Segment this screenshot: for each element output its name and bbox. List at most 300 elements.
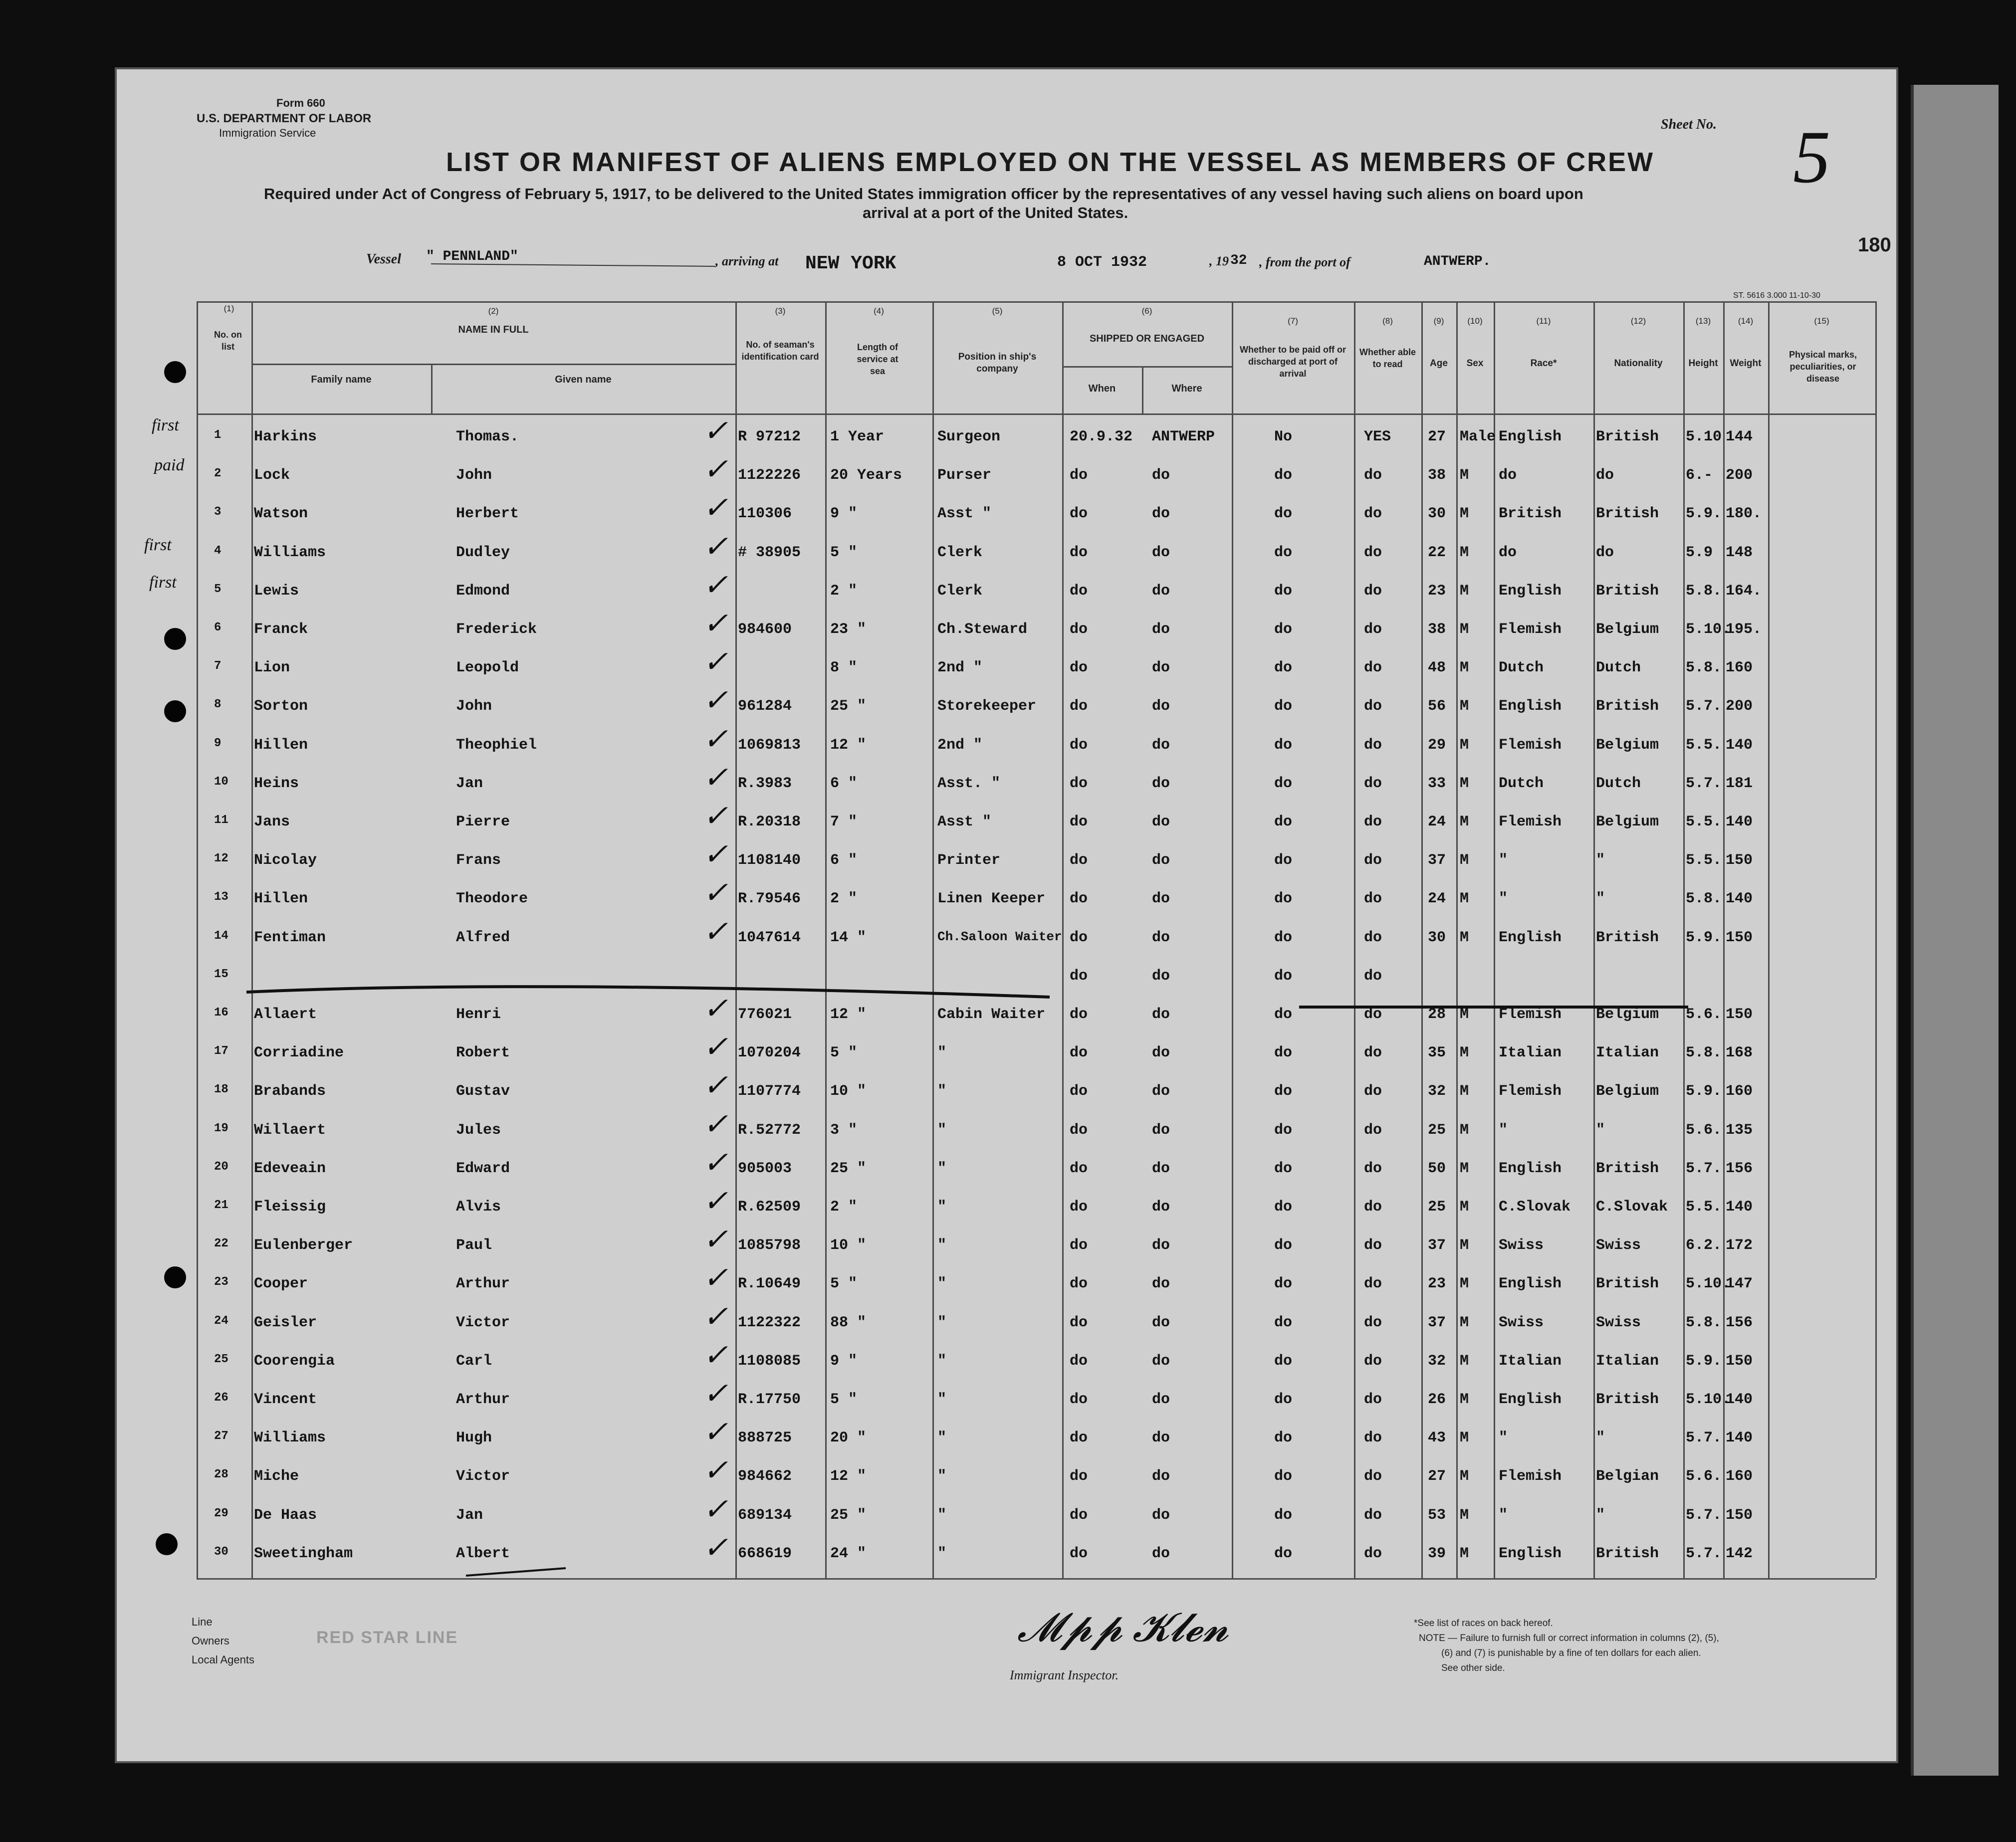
nationality-cell: C.Slovak xyxy=(1596,1199,1668,1216)
nationality-cell: British xyxy=(1596,582,1659,600)
height-cell: 5.7. xyxy=(1686,1506,1722,1524)
nationality-cell: Swiss xyxy=(1596,1314,1641,1331)
given-name-cell: Alvis xyxy=(456,1199,501,1216)
service-length-cell: 14 " xyxy=(830,929,867,946)
age-cell: 22 xyxy=(1428,544,1446,561)
height-cell: 5.6. xyxy=(1686,1468,1722,1485)
underlying-sheet xyxy=(1911,85,1999,1776)
service-length-cell: 10 " xyxy=(830,1237,867,1254)
sex-cell: M xyxy=(1460,467,1469,484)
shipped-when-cell: do xyxy=(1070,890,1088,908)
weight-cell: 135 xyxy=(1726,1121,1753,1139)
age-cell: 25 xyxy=(1428,1121,1446,1139)
ship-position-cell: Purser xyxy=(937,467,992,484)
nationality-cell: British xyxy=(1596,1545,1659,1562)
ship-position-cell: " xyxy=(937,1506,947,1524)
race-cell: Swiss xyxy=(1499,1314,1544,1331)
card-number-cell: 1108140 xyxy=(738,852,801,869)
sex-cell: M xyxy=(1460,1121,1469,1139)
service-length-cell: 5 " xyxy=(830,1044,858,1062)
age-cell: 32 xyxy=(1428,1083,1446,1100)
nationality-cell: " xyxy=(1596,1506,1605,1524)
given-name-cell: Gustav xyxy=(456,1083,510,1100)
check-mark-icon: ✓ xyxy=(703,1454,728,1487)
row-number-cell: 23 xyxy=(214,1275,228,1289)
shipped-when-cell: do xyxy=(1070,929,1088,946)
able-to-read-cell: do xyxy=(1364,929,1382,946)
sex-cell: Male xyxy=(1460,428,1496,445)
check-mark-icon: ✓ xyxy=(703,800,728,832)
nationality-cell: Belgium xyxy=(1596,736,1659,754)
weight-cell: 156 xyxy=(1726,1314,1753,1331)
row-number-cell: 20 xyxy=(214,1160,228,1174)
paid-off-cell: do xyxy=(1274,1199,1293,1216)
able-to-read-cell: do xyxy=(1364,890,1382,908)
service-length-cell: 6 " xyxy=(830,775,858,792)
service-length-cell: 5 " xyxy=(830,1391,858,1408)
able-to-read-cell: do xyxy=(1364,698,1382,715)
able-to-read-cell: do xyxy=(1364,1121,1382,1139)
race-cell: Italian xyxy=(1499,1044,1562,1062)
family-name-cell: Fleissig xyxy=(254,1199,326,1216)
nationality-cell: do xyxy=(1596,467,1614,484)
shipped-where-cell: do xyxy=(1152,1237,1170,1254)
shipped-where-cell: ANTWERP xyxy=(1152,428,1215,445)
card-number-cell: 689134 xyxy=(738,1506,792,1524)
row-number-cell: 27 xyxy=(214,1430,228,1443)
col-2-header: NAME IN FULL xyxy=(458,324,529,335)
ship-position-cell: Clerk xyxy=(937,582,983,600)
paid-off-cell: do xyxy=(1274,1121,1293,1139)
card-number-cell: R.79546 xyxy=(738,890,801,908)
card-number-cell: R.62509 xyxy=(738,1199,801,1216)
paid-off-cell: do xyxy=(1274,467,1293,484)
check-mark-icon: ✓ xyxy=(703,414,728,447)
card-number-cell: 888725 xyxy=(738,1430,792,1447)
height-cell: 5.8. xyxy=(1686,582,1722,600)
family-name-cell: Geisler xyxy=(254,1314,317,1331)
given-name-cell: Thomas. xyxy=(456,428,519,445)
family-name-cell: Watson xyxy=(254,505,308,523)
check-mark-icon: ✓ xyxy=(703,915,728,948)
age-cell: 53 xyxy=(1428,1506,1446,1524)
ship-position-cell: 2nd " xyxy=(937,736,983,754)
departure-port: ANTWERP. xyxy=(1424,254,1491,269)
row-number-cell: 19 xyxy=(214,1121,228,1135)
col-10-number: (10) xyxy=(1467,316,1483,326)
nationality-cell: Dutch xyxy=(1596,659,1641,677)
ship-position-cell: Clerk xyxy=(937,544,983,561)
row-number-cell: 5 xyxy=(214,582,222,596)
able-to-read-cell: do xyxy=(1364,1083,1382,1100)
paid-off-cell: do xyxy=(1274,544,1293,561)
nationality-cell: " xyxy=(1596,890,1605,908)
line-stamp: RED STAR LINE xyxy=(316,1628,458,1647)
ship-position-cell: Ch.Steward xyxy=(937,621,1028,638)
sex-cell: M xyxy=(1460,544,1469,561)
service-length-cell: 20 " xyxy=(830,1430,867,1447)
height-cell: 5.5. xyxy=(1686,736,1722,754)
family-name-cell: Vincent xyxy=(254,1391,317,1408)
shipped-where-cell: do xyxy=(1152,659,1170,677)
height-cell: 5.8. xyxy=(1686,1044,1722,1062)
service-length-cell: 9 " xyxy=(830,1352,858,1370)
sex-cell: M xyxy=(1460,1430,1469,1447)
given-name-cell: Victor xyxy=(456,1314,510,1331)
sex-cell: M xyxy=(1460,775,1469,792)
sex-cell: M xyxy=(1460,1275,1469,1293)
check-mark-icon: ✓ xyxy=(703,1416,728,1449)
paid-off-cell: do xyxy=(1274,1083,1293,1100)
nationality-cell: Swiss xyxy=(1596,1237,1641,1254)
paid-off-cell: do xyxy=(1274,1314,1293,1331)
age-cell: 26 xyxy=(1428,1391,1446,1408)
age-cell: 43 xyxy=(1428,1430,1446,1447)
weight-cell: 180. xyxy=(1726,505,1762,523)
age-cell: 27 xyxy=(1428,428,1446,445)
row-number-cell: 30 xyxy=(214,1545,228,1559)
given-name-cell: Jules xyxy=(456,1121,501,1139)
family-name-cell: Fentiman xyxy=(254,929,326,946)
shipped-where-cell: do xyxy=(1152,1430,1170,1447)
footer-agents-label: Local Agents xyxy=(192,1653,254,1666)
shipped-where-cell: do xyxy=(1152,1083,1170,1100)
weight-cell: 160 xyxy=(1726,659,1753,677)
race-cell: English xyxy=(1499,1391,1562,1408)
shipped-when-cell: 20.9.32 xyxy=(1070,428,1133,445)
paid-off-cell: do xyxy=(1274,775,1293,792)
card-number-cell: 905003 xyxy=(738,1160,792,1177)
shipped-where-cell: do xyxy=(1152,1044,1170,1062)
age-cell: 37 xyxy=(1428,1237,1446,1254)
ship-position-cell: Storekeeper xyxy=(937,698,1037,715)
race-cell: English xyxy=(1499,428,1562,445)
height-cell: 5.9. xyxy=(1686,1352,1722,1370)
shipped-when-cell: do xyxy=(1070,1391,1088,1408)
given-name-cell: Henri xyxy=(456,1006,501,1023)
col-6-number: (6) xyxy=(1141,306,1152,316)
height-cell: 5.10 xyxy=(1686,428,1722,445)
age-cell: 30 xyxy=(1428,929,1446,946)
ship-position-cell: Printer xyxy=(937,852,1001,869)
shipped-where-cell: do xyxy=(1152,890,1170,908)
nationality-cell: British xyxy=(1596,698,1659,715)
weight-cell: 160 xyxy=(1726,1083,1753,1100)
sheet-label: Sheet No. xyxy=(1661,117,1717,132)
family-name-cell: Corriadine xyxy=(254,1044,344,1062)
check-mark-icon: ✓ xyxy=(703,1492,728,1526)
col-15-header: Physical marks, peculiarities, or disease xyxy=(1789,350,1857,384)
race-cell: " xyxy=(1499,1506,1508,1524)
given-name-cell: Pierre xyxy=(456,814,510,830)
sex-cell: M xyxy=(1460,1391,1469,1408)
col-5-number: (5) xyxy=(992,306,1003,316)
shipped-where-cell: do xyxy=(1152,1352,1170,1370)
given-name-cell: Paul xyxy=(456,1237,492,1254)
ship-position-cell: " xyxy=(937,1314,947,1331)
service-length-cell: 6 " xyxy=(830,852,858,869)
department-label: U.S. DEPARTMENT OF LABOR xyxy=(197,112,372,125)
shipped-where-cell: do xyxy=(1152,775,1170,792)
ship-position-cell: " xyxy=(937,1468,947,1485)
race-cell: " xyxy=(1499,890,1508,908)
card-number-cell: 1107774 xyxy=(738,1083,801,1100)
sex-cell: M xyxy=(1460,1314,1469,1331)
able-to-read-cell: do xyxy=(1364,775,1382,792)
ship-position-cell: Ch.Saloon Waiter xyxy=(937,929,1062,944)
age-cell: 37 xyxy=(1428,852,1446,869)
row-number-cell: 18 xyxy=(214,1083,228,1097)
print-code: ST. 5616 3.000 11-10-30 xyxy=(1733,291,1820,300)
ship-position-cell: Cabin Waiter xyxy=(937,1006,1046,1023)
check-mark-icon: ✓ xyxy=(703,1146,728,1179)
paid-off-cell: do xyxy=(1274,698,1293,715)
shipped-where-cell: do xyxy=(1152,852,1170,869)
family-name-cell: Sorton xyxy=(254,698,308,715)
given-name-cell: Frans xyxy=(456,852,501,869)
note-line-1: NOTE — Failure to furnish full or correct information in columns (2), (5), xyxy=(1419,1633,1719,1643)
race-cell: British xyxy=(1499,505,1562,523)
weight-cell: 195. xyxy=(1726,621,1762,638)
nationality-cell: British xyxy=(1596,929,1659,946)
shipped-where-cell: do xyxy=(1152,1121,1170,1139)
sex-cell: M xyxy=(1460,1083,1469,1100)
able-to-read-cell: do xyxy=(1364,1430,1382,1447)
shipped-where-cell: do xyxy=(1152,467,1170,484)
row-15-strikeout-line xyxy=(246,987,1050,997)
col-6a-header: When xyxy=(1088,383,1116,394)
height-cell: 5.6. xyxy=(1686,1121,1722,1139)
col-15-number: (15) xyxy=(1814,316,1829,326)
given-name-cell: John xyxy=(456,467,492,484)
check-mark-icon: ✓ xyxy=(703,1030,728,1064)
weight-cell: 181 xyxy=(1726,775,1753,792)
check-mark-icon: ✓ xyxy=(703,1223,728,1256)
given-name-cell: Edward xyxy=(456,1160,510,1177)
race-cell: English xyxy=(1499,1545,1562,1562)
paid-off-cell: do xyxy=(1274,1160,1293,1177)
race-cell: Flemish xyxy=(1499,1083,1562,1100)
sex-cell: M xyxy=(1460,814,1469,830)
inspector-signature: 𝓜𝓹𝓹 𝓚𝓵𝓮𝓷 xyxy=(1017,1606,1229,1650)
arrival-date: 8 OCT 1932 xyxy=(1057,254,1147,271)
col-6b-header: Where xyxy=(1171,383,1202,394)
row-number-cell: 14 xyxy=(214,929,228,943)
paid-off-cell: do xyxy=(1274,1391,1293,1408)
family-name-cell: Lock xyxy=(254,467,290,484)
service-label: Immigration Service xyxy=(219,127,316,139)
family-name-cell: Williams xyxy=(254,544,326,561)
race-cell: English xyxy=(1499,698,1562,715)
race-cell: Dutch xyxy=(1499,775,1544,792)
family-name-cell: Edeveain xyxy=(254,1160,326,1177)
service-length-cell: 3 " xyxy=(830,1121,858,1139)
row-number-cell: 26 xyxy=(214,1391,228,1405)
weight-cell: 150 xyxy=(1726,929,1753,946)
height-cell: 5.8. xyxy=(1686,659,1722,677)
nationality-cell: British xyxy=(1596,1160,1659,1177)
able-to-read-cell: do xyxy=(1364,1237,1382,1254)
service-length-cell: 88 " xyxy=(830,1314,867,1331)
height-cell: 5.9. xyxy=(1686,929,1722,946)
shipped-when-cell: do xyxy=(1070,852,1088,869)
weight-cell: 147 xyxy=(1726,1275,1753,1293)
race-cell: Flemish xyxy=(1499,1006,1562,1023)
ship-position-cell: Linen Keeper xyxy=(937,890,1046,908)
col-4-header: Length of service at sea xyxy=(857,342,898,376)
nationality-cell: " xyxy=(1596,1430,1605,1447)
race-cell: Flemish xyxy=(1499,1468,1562,1485)
sex-cell: M xyxy=(1460,1006,1469,1023)
height-cell: 5.7. xyxy=(1686,698,1722,715)
sex-cell: M xyxy=(1460,1545,1469,1562)
shipped-when-cell: do xyxy=(1070,1160,1088,1177)
col-1-header: No. on list xyxy=(214,330,242,352)
service-length-cell: 25 " xyxy=(830,1160,867,1177)
paid-off-cell: do xyxy=(1274,852,1293,869)
sex-cell: M xyxy=(1460,582,1469,600)
row-number-cell: 2 xyxy=(214,467,222,481)
check-mark-icon: ✓ xyxy=(703,1377,728,1410)
race-cell: Dutch xyxy=(1499,659,1544,677)
row-number-cell: 24 xyxy=(214,1314,228,1328)
card-number-cell: 1047614 xyxy=(738,929,801,946)
row-number-cell: 28 xyxy=(214,1468,228,1482)
col-2a-header: Family name xyxy=(311,374,372,385)
shipped-when-cell: do xyxy=(1070,1430,1088,1447)
paid-off-cell: do xyxy=(1274,582,1293,600)
nationality-cell: British xyxy=(1596,428,1659,445)
col-13-number: (13) xyxy=(1695,316,1711,326)
age-cell: 50 xyxy=(1428,1160,1446,1177)
ink-annotations xyxy=(117,69,1900,1765)
race-cell: do xyxy=(1499,467,1517,484)
margin-note: first xyxy=(144,536,172,554)
ship-position-cell: " xyxy=(937,1237,947,1254)
check-mark-icon: ✓ xyxy=(703,568,728,602)
family-name-cell: Cooper xyxy=(254,1275,308,1293)
row-number-cell: 25 xyxy=(214,1352,228,1366)
card-number-cell: 776021 xyxy=(738,1006,792,1023)
inspector-label: Immigrant Inspector. xyxy=(1010,1668,1119,1682)
able-to-read-cell: do xyxy=(1364,1044,1382,1062)
able-to-read-cell: do xyxy=(1364,1352,1382,1370)
age-cell: 25 xyxy=(1428,1199,1446,1216)
age-cell: 24 xyxy=(1428,890,1446,908)
family-name-cell: De Haas xyxy=(254,1506,317,1524)
subtitle-line-1: Required under Act of Congress of February 5, 1917, to be delivered to the United States immigration officer by the representatives of any vessel having such aliens on board upon xyxy=(264,185,1583,203)
card-number-cell: 1122226 xyxy=(738,467,801,484)
given-name-cell: Arthur xyxy=(456,1275,510,1293)
year-label: , 19 xyxy=(1209,254,1229,268)
service-length-cell: 25 " xyxy=(830,698,867,715)
service-length-cell: 24 " xyxy=(830,1545,867,1562)
able-to-read-cell: do xyxy=(1364,1391,1382,1408)
nationality-cell: British xyxy=(1596,1391,1659,1408)
card-number-cell: 961284 xyxy=(738,698,792,715)
shipped-where-cell: do xyxy=(1152,1391,1170,1408)
weight-cell: 200 xyxy=(1726,698,1753,715)
from-port-label: , from the port of xyxy=(1259,255,1350,269)
family-name-cell: Harkins xyxy=(254,428,317,445)
weight-cell: 160 xyxy=(1726,1468,1753,1485)
paid-off-cell: do xyxy=(1274,890,1293,908)
weight-cell: 172 xyxy=(1726,1237,1753,1254)
paid-off-cell: do xyxy=(1274,1468,1293,1485)
age-cell: 29 xyxy=(1428,736,1446,754)
weight-cell: 140 xyxy=(1726,890,1753,908)
weight-cell: 140 xyxy=(1726,1391,1753,1408)
note-line-2: (6) and (7) is punishable by a fine of ten dollars for each alien. xyxy=(1441,1648,1701,1658)
race-cell: Flemish xyxy=(1499,736,1562,754)
race-cell: Flemish xyxy=(1499,621,1562,638)
age-cell: 38 xyxy=(1428,467,1446,484)
able-to-read-cell: do xyxy=(1364,967,1382,985)
race-cell: " xyxy=(1499,1430,1508,1447)
service-length-cell: 2 " xyxy=(830,582,858,600)
shipped-when-cell: do xyxy=(1070,967,1088,985)
height-cell: 5.10. xyxy=(1686,621,1731,638)
col-7-number: (7) xyxy=(1288,316,1298,326)
able-to-read-cell: do xyxy=(1364,1006,1382,1023)
age-cell: 33 xyxy=(1428,775,1446,792)
able-to-read-cell: do xyxy=(1364,1314,1382,1331)
nationality-cell: British xyxy=(1596,1275,1659,1293)
footer-owners-label: Owners xyxy=(192,1635,229,1647)
row-number-cell: 29 xyxy=(214,1506,228,1520)
height-cell: 5.5. xyxy=(1686,814,1722,830)
ship-position-cell: " xyxy=(937,1083,947,1100)
sex-cell: M xyxy=(1460,1352,1469,1370)
col-9-header: Age xyxy=(1430,358,1448,369)
able-to-read-cell: do xyxy=(1364,659,1382,677)
able-to-read-cell: do xyxy=(1364,621,1382,638)
weight-cell: 142 xyxy=(1726,1545,1753,1562)
given-name-cell: Herbert xyxy=(456,505,519,523)
paid-off-cell: do xyxy=(1274,967,1293,985)
margin-note: first xyxy=(152,416,179,434)
sex-cell: M xyxy=(1460,929,1469,946)
row-number-cell: 22 xyxy=(214,1237,228,1251)
weight-cell: 168 xyxy=(1726,1044,1753,1062)
height-cell: 5.9. xyxy=(1686,1083,1722,1100)
row-number-cell: 13 xyxy=(214,890,228,904)
ship-position-cell: " xyxy=(937,1430,947,1447)
shipped-when-cell: do xyxy=(1070,621,1088,638)
race-cell: Swiss xyxy=(1499,1237,1544,1254)
footer-stroke xyxy=(466,1568,566,1576)
given-name-cell: Alfred xyxy=(456,929,510,946)
race-cell: English xyxy=(1499,1275,1562,1293)
shipped-when-cell: do xyxy=(1070,1468,1088,1485)
paid-off-cell: do xyxy=(1274,1352,1293,1370)
service-length-cell: 10 " xyxy=(830,1083,867,1100)
age-cell: 27 xyxy=(1428,1468,1446,1485)
col-4-number: (4) xyxy=(874,306,884,316)
card-number-cell: # 38905 xyxy=(738,544,801,561)
shipped-when-cell: do xyxy=(1070,814,1088,830)
able-to-read-cell: do xyxy=(1364,1160,1382,1177)
paid-off-cell: do xyxy=(1274,1275,1293,1293)
check-mark-icon: ✓ xyxy=(703,607,728,640)
ship-position-cell: " xyxy=(937,1160,947,1177)
family-name-cell: Coorengia xyxy=(254,1352,335,1370)
margin-note: paid xyxy=(154,456,185,474)
col-2b-header: Given name xyxy=(555,374,612,385)
nationality-cell: Belgian xyxy=(1596,1468,1659,1485)
able-to-read-cell: do xyxy=(1364,814,1382,830)
weight-cell: 150 xyxy=(1726,1006,1753,1023)
